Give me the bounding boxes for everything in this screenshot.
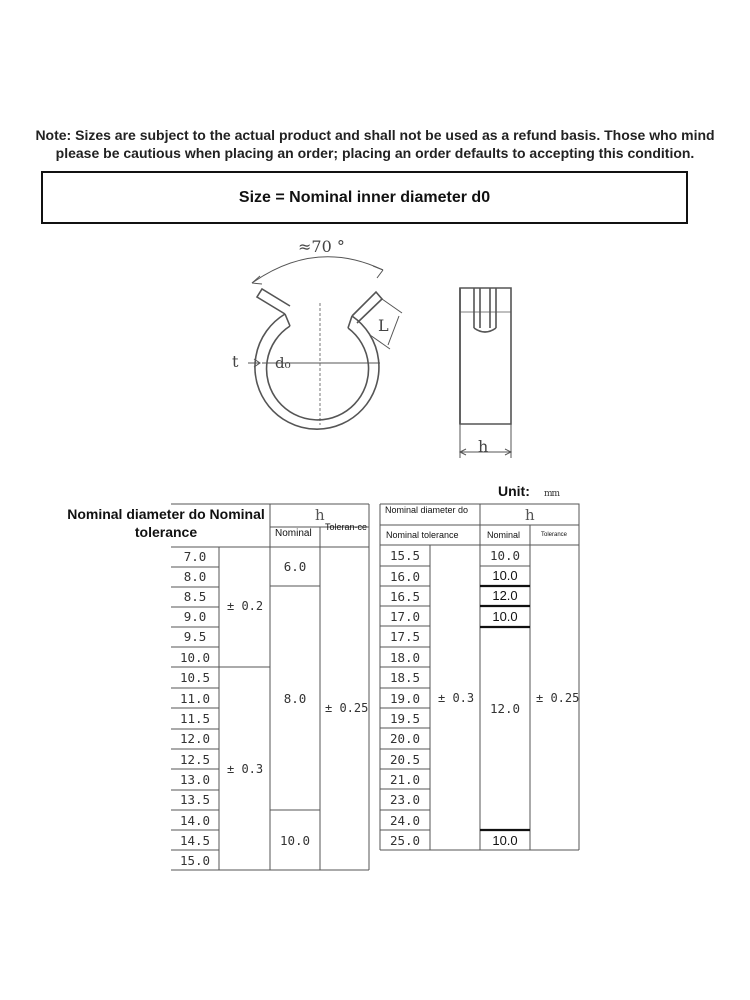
right-tolerance-03: ± 0.3: [438, 691, 475, 705]
t-label: t: [232, 352, 239, 371]
angle-label: ≈70 °: [298, 237, 345, 256]
left-diameter-cell: 12.5: [179, 752, 211, 767]
size-definition-text: Size = Nominal inner diameter d0: [238, 188, 491, 206]
right-diameter-cell: 18.5: [389, 670, 421, 685]
left-diameter-cell: 12.0: [179, 731, 211, 746]
right-h-cell: 10.0: [492, 568, 518, 583]
left-tolerance-02: ± 0.2: [227, 599, 264, 613]
right-diameter-cell: 25.0: [389, 833, 421, 848]
left-h-6: 6.0: [283, 559, 307, 574]
left-header-h: h: [315, 506, 325, 524]
l-label: L: [378, 316, 389, 335]
unit-label: Unit:: [498, 483, 530, 499]
left-diameter-cell: 14.5: [179, 833, 211, 848]
left-table-header: Nominal diameter do Nominal tolerance: [67, 506, 265, 540]
note-line-1: Note: Sizes are subject to the actual product and shall not be used as a refund basis. Those who mind: [35, 127, 715, 143]
right-diameter-cell: 20.5: [389, 752, 421, 767]
right-diameter-cell: 16.5: [389, 589, 421, 604]
h-label: h: [478, 437, 489, 456]
left-header-nominal: Nominal: [275, 528, 312, 539]
right-diameter-cell: 23.0: [389, 792, 421, 807]
left-diameter-cell: 14.0: [179, 813, 211, 828]
unit-value: mm: [544, 489, 560, 499]
left-diameter-cell: 10.5: [179, 670, 211, 685]
d0-label: d₀: [275, 354, 291, 372]
right-header-tolerance: Tolerance: [541, 532, 568, 538]
left-diameter-cell: 9.5: [183, 629, 207, 644]
left-diameter-cell: 13.5: [179, 792, 211, 807]
note-line-2: please be cautious when placing an order; placing an order defaults to accepting this condition.: [55, 145, 695, 161]
right-header-nominal: Nominal: [487, 530, 521, 540]
right-h-cell: 10.0: [492, 609, 518, 624]
right-h-mid: 12.0: [489, 701, 521, 716]
left-diameter-cell: 8.5: [183, 589, 207, 604]
right-h-cell: 12.0: [492, 588, 518, 603]
right-diameter-cell: 17.5: [389, 629, 421, 644]
left-h-10: 10.0: [279, 833, 311, 848]
left-h-8: 8.0: [283, 691, 307, 706]
left-tolerance-03: ± 0.3: [227, 762, 264, 776]
right-diameter-cell: 18.0: [389, 650, 421, 665]
left-h-tolerance: ± 0.25: [325, 701, 369, 715]
left-diameter-cell: 13.0: [179, 772, 211, 787]
left-diameter-cell: 10.0: [179, 650, 211, 665]
left-diameter-cell: 9.0: [183, 609, 207, 624]
left-diameter-cell: 7.0: [183, 549, 207, 564]
right-h-cell: 10.0: [489, 548, 521, 563]
right-diameter-cell: 19.0: [389, 691, 421, 706]
right-h-last: 10.0: [492, 833, 518, 848]
right-header-h: h: [525, 506, 535, 524]
right-h-tolerance: ± 0.25: [536, 691, 580, 705]
right-diameter-cell: 21.0: [389, 772, 421, 787]
right-diameter-cell: 16.0: [389, 569, 421, 584]
left-diameter-cell: 11.5: [179, 711, 211, 726]
right-diameter-cell: 24.0: [389, 813, 421, 828]
right-diameter-cell: 15.5: [389, 548, 421, 563]
right-diameter-cell: 20.0: [389, 731, 421, 746]
left-diameter-cell: 11.0: [179, 691, 211, 706]
right-diameter-cell: 19.5: [389, 711, 421, 726]
right-header-nominal-diameter: Nominal diameter do: [385, 505, 469, 515]
left-diameter-cell: 15.0: [179, 853, 211, 868]
right-diameter-cell: 17.0: [389, 609, 421, 624]
right-header-nominal-tolerance: Nominal tolerance: [386, 530, 459, 540]
left-header-tolerance: Toleran-ce: [324, 522, 368, 532]
left-diameter-cell: 8.0: [183, 569, 207, 584]
